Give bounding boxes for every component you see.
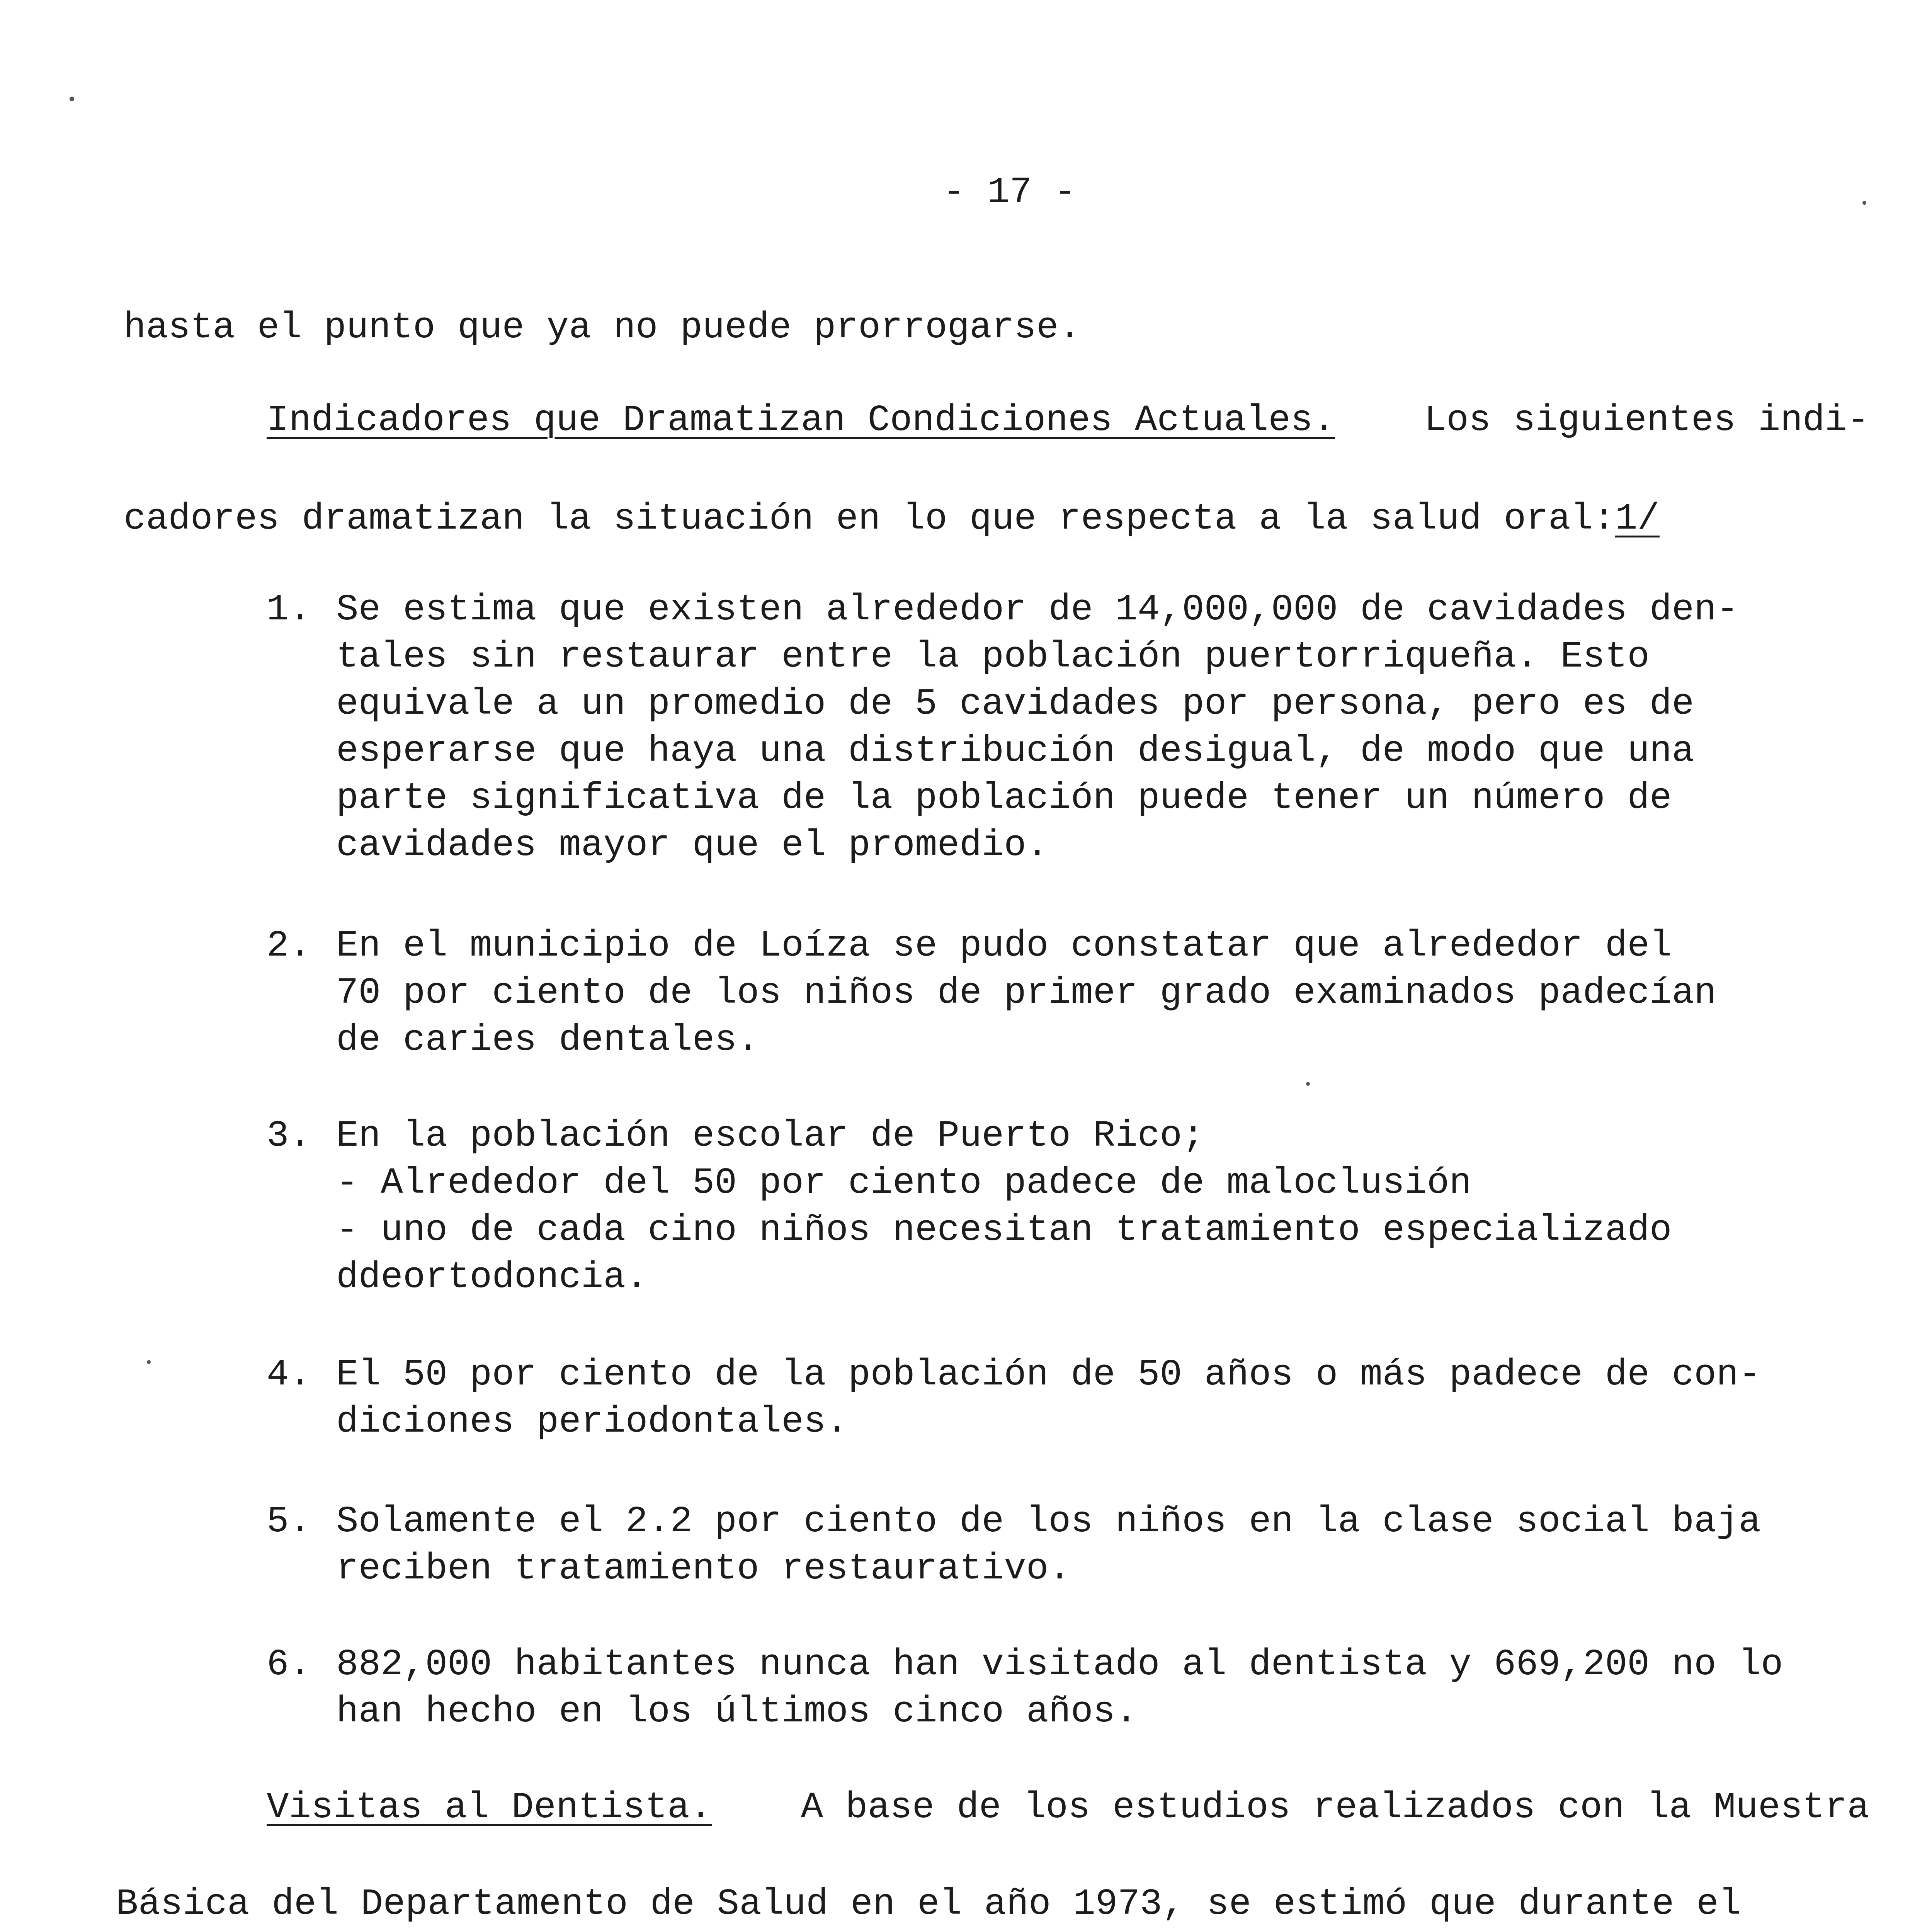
list-item-line: En el municipio de Loíza se pudo constatar que alrededor del bbox=[336, 925, 1672, 967]
section1-paragraph bbox=[267, 399, 1869, 441]
list-item-marker: 1. bbox=[267, 588, 311, 631]
list-item-line: Solamente el 2.2 por ciento de los niños en la clase social baja bbox=[336, 1500, 1761, 1543]
list-item-line: 882,000 habitantes nunca han visitado al dentista y 669,200 no lo bbox=[336, 1643, 1783, 1685]
section2-text-line: Básica del Departamento de Salud en el año 1973, se estimó que durante el bbox=[116, 1883, 1741, 1925]
list-item-line: cavidades mayor que el promedio. bbox=[336, 824, 1049, 866]
list-item-line: ddeortodoncia. bbox=[336, 1256, 648, 1298]
list-item-line: Se estima que existen alrededor de 14,000,000 de cavidades den- bbox=[336, 588, 1739, 631]
list-item-marker: 6. bbox=[267, 1643, 311, 1685]
section1-text-line1: Los siguientes indi- bbox=[1424, 399, 1869, 441]
section2-paragraph bbox=[267, 1786, 1869, 1828]
list-item-line: En la población escolar de Puerto Rico; bbox=[336, 1115, 1204, 1157]
section1-line2 bbox=[124, 498, 1660, 540]
list-item-line: - Alrededor del 50 por ciento padece de maloclusión bbox=[336, 1162, 1472, 1204]
list-item-line: equivale a un promedio de 5 cavidades por persona, pero es de bbox=[336, 683, 1694, 725]
footnote-reference: 1/ bbox=[1615, 498, 1660, 540]
section2-heading: Visitas al Dentista. bbox=[267, 1786, 712, 1828]
scan-speck bbox=[1306, 1082, 1310, 1086]
list-item-line: diciones periodontales. bbox=[336, 1401, 849, 1443]
list-item-marker: 3. bbox=[267, 1115, 311, 1157]
list-item-line: 70 por ciento de los niños de primer grado examinados padecían bbox=[336, 972, 1716, 1014]
list-item-line: han hecho en los últimos cinco años. bbox=[336, 1690, 1138, 1733]
list-item-line: - uno de cada cino niños necesitan tratamiento especializado bbox=[336, 1209, 1672, 1251]
list-item-line: parte significativa de la población puede tener un número de bbox=[336, 777, 1672, 819]
page-number: - 17 - bbox=[943, 171, 1077, 213]
list-item-marker: 2. bbox=[267, 925, 311, 967]
scan-speck bbox=[147, 1360, 151, 1364]
section1-heading: Indicadores que Dramatizan Condiciones Actuales. bbox=[267, 399, 1335, 441]
list-item-marker: 5. bbox=[267, 1500, 311, 1543]
intro-line: hasta el punto que ya no puede prorrogarse. bbox=[124, 306, 1081, 349]
list-item-line: esperarse que haya una distribución desigual, de modo que una bbox=[336, 730, 1694, 772]
section1-text-line2: cadores dramatizan la situación en lo que respecta a la salud oral: bbox=[124, 498, 1615, 540]
list-item-line: de caries dentales. bbox=[336, 1019, 759, 1061]
list-item-line: tales sin restaurar entre la población puertorriqueña. Esto bbox=[336, 636, 1650, 678]
list-item-line: El 50 por ciento de la población de 50 años o más padece de con- bbox=[336, 1354, 1761, 1396]
section2-text-line: A base de los estudios realizados con la Muestra bbox=[801, 1786, 1869, 1828]
scan-speck bbox=[1862, 201, 1866, 205]
list-item-line: reciben tratamiento restaurativo. bbox=[336, 1548, 1071, 1590]
scan-speck bbox=[70, 97, 74, 101]
list-item-marker: 4. bbox=[267, 1354, 311, 1396]
